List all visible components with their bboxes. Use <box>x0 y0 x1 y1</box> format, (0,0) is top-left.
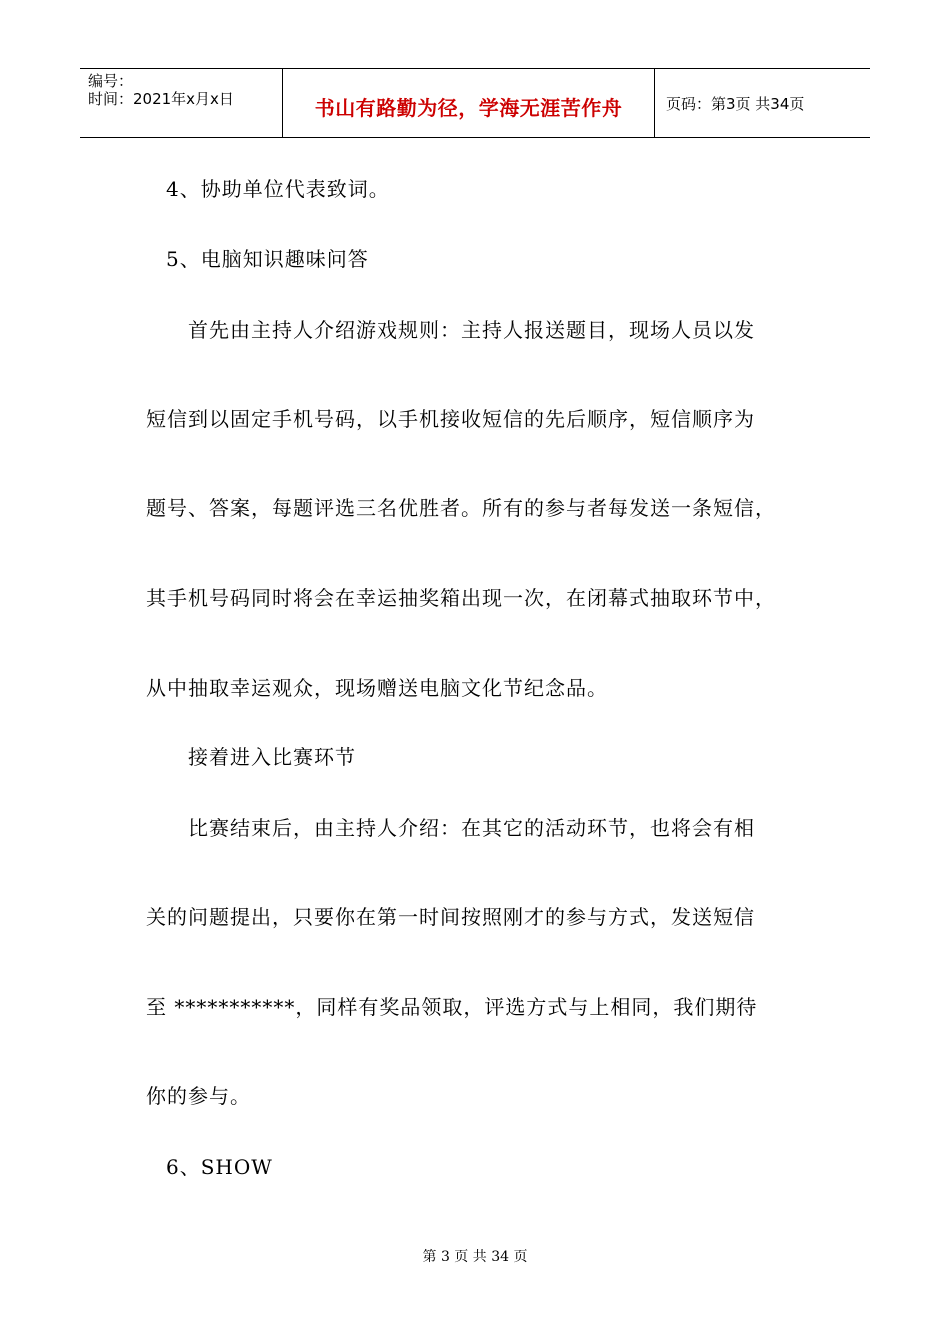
paragraph-line: 题号、答案，每题评选三名优胜者。所有的参与者每发送一条短信， <box>146 496 776 520</box>
paragraph-line: 关的问题提出，只要你在第一时间按照刚才的参与方式，发送短信 <box>146 905 755 929</box>
page-footer: 第 3 页 共 34 页 <box>422 1249 528 1265</box>
paragraph-line: 接着进入比赛环节 <box>188 745 356 769</box>
paragraph-line: 从中抽取幸运观众，现场赠送电脑文化节纪念品。 <box>146 676 608 700</box>
item-4-line: 4、协助单位代表致词。 <box>166 177 390 201</box>
time-label: 时间：2021年x月x日 <box>88 90 234 108</box>
paragraph-line: 你的参与。 <box>146 1084 251 1108</box>
item-6-heading: 6、SHOW <box>166 1155 273 1179</box>
header-page-cell <box>655 69 870 137</box>
item-5-heading: 5、电脑知识趣味问答 <box>166 247 369 271</box>
page-header <box>80 68 870 138</box>
header-motto: 书山有路勤为径，学海无涯苦作舟 <box>314 96 623 120</box>
header-page-info: 页码：第3页 共34页 <box>666 95 805 113</box>
paragraph-line: 首先由主持人介绍游戏规则：主持人报送题目，现场人员以发 <box>188 318 755 342</box>
paragraph-line: 其手机号码同时将会在幸运抽奖箱出现一次，在闭幕式抽取环节中， <box>146 586 776 610</box>
paragraph-line: 短信到以固定手机号码，以手机接收短信的先后顺序，短信顺序为 <box>146 407 755 431</box>
paragraph-line: 至 ***********，同样有奖品领取，评选方式与上相同，我们期待 <box>146 995 758 1019</box>
number-label: 编号： <box>88 72 134 90</box>
header-motto-cell <box>283 69 655 137</box>
paragraph-line: 比赛结束后，由主持人介绍：在其它的活动环节，也将会有相 <box>188 816 755 840</box>
header-info-cell <box>80 69 283 137</box>
